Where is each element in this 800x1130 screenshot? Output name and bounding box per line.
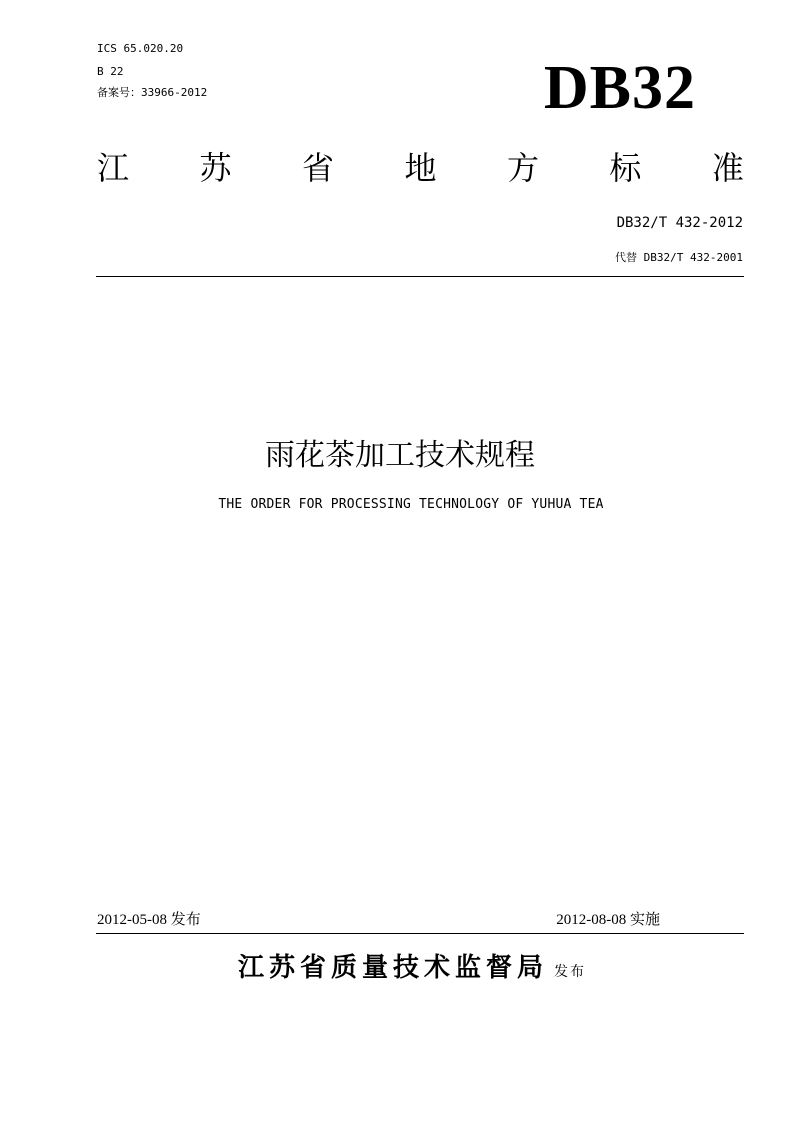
replaces-note: 代替 DB32/T 432-2001 xyxy=(615,251,743,264)
issuer-name: 江苏省质量技术监督局 xyxy=(238,953,549,983)
standard-category-title xyxy=(97,146,744,190)
title-char: 江 xyxy=(97,149,130,187)
issuer-line xyxy=(238,950,586,986)
ics-code: ICS 65.020.20 xyxy=(97,42,184,55)
bottom-divider xyxy=(96,933,744,934)
filing-number: 备案号：33966-2012 xyxy=(97,86,208,99)
implement-date: 2012-08-08 实施 xyxy=(556,912,660,928)
document-english-title: THE ORDER FOR PROCESSING TECHNOLOGY OF YUHUA TEA xyxy=(218,497,604,512)
top-divider xyxy=(96,276,744,277)
publish-date: 2012-05-08 发布 xyxy=(97,912,201,928)
document-title: 雨花茶加工技术规程 xyxy=(265,438,535,473)
standard-logo: DB32 xyxy=(543,54,696,122)
standard-code: DB32/T 432-2012 xyxy=(616,215,743,231)
title-char: 方 xyxy=(506,149,539,187)
issuer-suffix: 发布 xyxy=(554,964,587,980)
title-char: 准 xyxy=(711,149,744,187)
title-char: 标 xyxy=(609,149,642,187)
title-char: 省 xyxy=(301,149,334,187)
ccs-code: B 22 xyxy=(97,65,124,78)
title-char: 地 xyxy=(404,149,437,187)
title-char: 苏 xyxy=(199,149,232,187)
